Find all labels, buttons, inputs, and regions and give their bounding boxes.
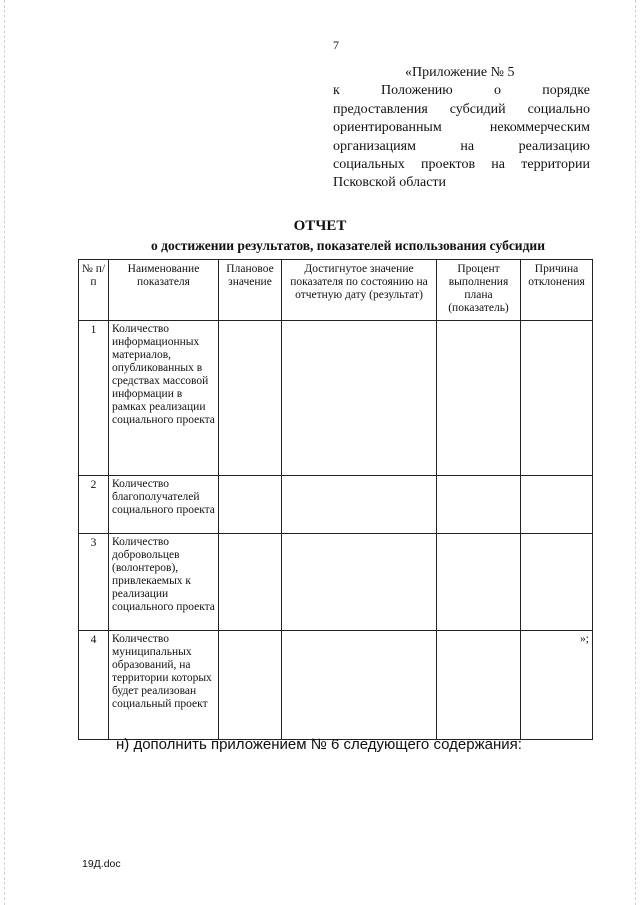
file-name-footer: 19Д.doc	[82, 858, 121, 870]
row-achieved	[282, 476, 437, 534]
row-number: 1	[79, 321, 109, 476]
appendix-line-1: «Приложение № 5	[405, 65, 515, 80]
scan-edge-right	[635, 0, 637, 905]
table-row	[79, 534, 593, 631]
row-planned	[219, 321, 282, 476]
appendix-word: некоммерческим	[489, 120, 590, 136]
appendix-word: социальных	[333, 157, 405, 173]
appendix-word: на	[460, 138, 475, 154]
appendix-line-7: Псковской области	[333, 175, 447, 191]
column-header-reason: Причина отклонения	[521, 260, 593, 321]
appendix-word: Положению	[381, 83, 453, 99]
appendix-word: на	[491, 157, 506, 173]
appendix-word: предоставления	[333, 101, 428, 117]
row-number: 2	[79, 476, 109, 534]
row-planned	[219, 534, 282, 631]
continuation-text: н) дополнить приложением № 6 следующего содержания:	[116, 736, 522, 753]
report-title: ОТЧЕТ	[293, 218, 347, 234]
report-table	[78, 259, 593, 740]
appendix-word: проектов	[421, 157, 476, 173]
column-header-percent: Процент выполнения плана (показатель)	[437, 260, 521, 321]
appendix-word: реализацию	[518, 138, 590, 154]
row-indicator: Количество муниципальных образований, на территории которых будет реализован социальный проект	[109, 631, 219, 740]
row-reason	[521, 321, 593, 476]
appendix-word: о	[494, 83, 501, 99]
scan-edge-left	[4, 0, 6, 905]
column-header-achieved: Достигнутое значение показателя по состоянию на отчетную дату (результат)	[282, 260, 437, 321]
appendix-word: ориентированным	[333, 120, 442, 136]
row-number: 4	[79, 631, 109, 740]
appendix-line-6	[333, 156, 590, 174]
appendix-word: к	[333, 83, 340, 99]
row-reason	[521, 534, 593, 631]
appendix-line-4	[333, 119, 590, 137]
column-header-indicator: Наименование показателя	[109, 260, 219, 321]
table-header-row	[79, 260, 593, 321]
column-header-number: № п/п	[79, 260, 109, 321]
row-achieved	[282, 321, 437, 476]
appendix-word: территории	[521, 157, 590, 173]
row-indicator: Количество информационных материалов, опубликованных в средствах массовой информации в рамках реализации социального проекта	[109, 321, 219, 476]
row-percent	[437, 476, 521, 534]
row-number: 3	[79, 534, 109, 631]
column-header-planned: Плановое значение	[219, 260, 282, 321]
appendix-line-3	[333, 101, 590, 119]
row-achieved	[282, 534, 437, 631]
table-row	[79, 321, 593, 476]
row-percent	[437, 534, 521, 631]
row-reason	[521, 476, 593, 534]
appendix-word: социально	[527, 101, 590, 117]
appendix-word: порядке	[542, 83, 590, 99]
report-subtitle: о достижении результатов, показателей использования субсидии	[151, 238, 545, 253]
appendix-line-5	[333, 138, 590, 156]
row-planned	[219, 631, 282, 740]
table-row	[79, 631, 593, 740]
row-indicator: Количество добровольцев (волонтеров), привлекаемых к реализации социального проекта	[109, 534, 219, 631]
appendix-reference	[333, 64, 590, 193]
row-planned	[219, 476, 282, 534]
page-number: 7	[333, 38, 339, 52]
row-reason: »;	[521, 631, 593, 740]
row-indicator: Количество благополучателей социального проекта	[109, 476, 219, 534]
appendix-word: организациям	[333, 138, 416, 154]
row-achieved	[282, 631, 437, 740]
appendix-line-2	[333, 82, 590, 100]
appendix-word: субсидий	[449, 101, 506, 117]
table-row	[79, 476, 593, 534]
row-percent	[437, 321, 521, 476]
row-percent	[437, 631, 521, 740]
